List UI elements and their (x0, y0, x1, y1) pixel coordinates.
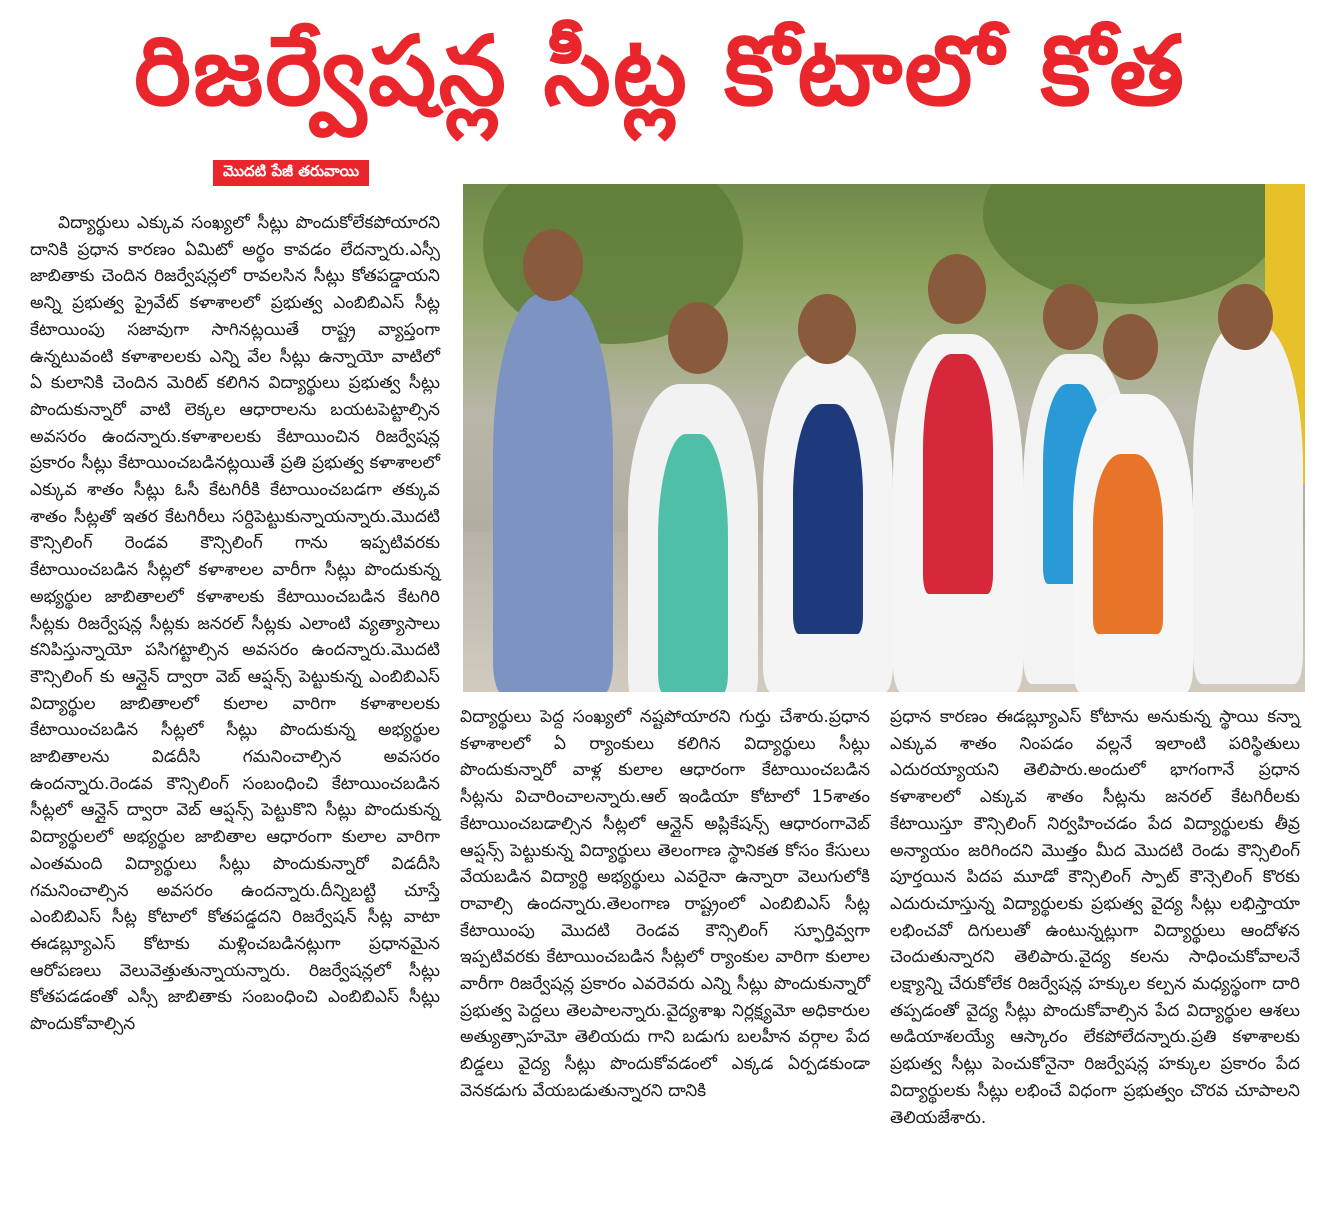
person-blue-dress (793, 404, 863, 634)
person-orange-dress (1093, 454, 1163, 634)
column-3-text: ప్రధాన కారణం ఈడబ్ల్యూఎస్ కోటాను అనుకున్న స్థాయి కన్నా ఎక్కువ శాతం నింపడం వల్లనే ఇలాంటి పరిస్థితులు ఎదురయ్యాయని తెలిపారు.అందులో భాగంగానే ప్రధాన కళాశాలలో ఎక్కువ శాతం సీట్లను జనరల్ కేటగిరీలకు కేటాయిస్తూ కౌన్సిలింగ్ నిర్వహించడం పేద విద్యార్థులకు తీవ్ర అన్యాయం జరిగిందని మొత్తం మీద మొదటి రెండు కౌన్సిలింగ్ పూర్తయిన పిదప మూడో కౌన్సిలింగ్ స్పాట్ కౌన్సెలింగ్ కొరకు ఎదురుచూస్తున్న విద్యార్థులకు ప్రభుత్వ వైద్య సీట్లు లభిస్తాయా లభించవో దిగులుతో ఉంటున్నట్లుగా విద్యార్థులు ఆందోళన చెందుతున్నారని తెలిపారు.వైద్య కలను సాధించుకోవాలనే లక్ష్యాన్ని చేరుకోలేక రిజర్వేషన్ల హక్కుల కల్పన మధ్యస్థంగా దారి తప్పడంతో వైద్య సీట్లు పొందుకోవాల్సిన పేద విద్యార్థుల ఆశలు అడియాశలయ్యే ఆస్కారం లేకపోలేదన్నారు.ప్రతి కళాశాలకు ప్రభుత్వ సీట్లు పెంచుకోనైనా రిజర్వేషన్ల హక్కుల ప్రకారం పేద విద్యార్థులకు సీట్లు లభించే విధంగా ప్రభుత్వం చొరవ చూపాలని తెలియజేశారు. (890, 707, 1300, 1128)
column-1-text: విద్యార్థులు ఎక్కువ సంఖ్యలో సీట్లు పొందుకోలేకపోయారని దానికి ప్రధాన కారణం ఏమిటో అర్థం కావడం లేదన్నారు.ఎస్సీ జాబితాకు చెందిన రిజర్వేషన్లలో రావలసిన సీట్లు కోతపడ్డాయని అన్ని ప్రభుత్వ ప్రైవేట్ కళాశాలలో ప్రభుత్వ ఎంబిబిఎస్ సీట్ల కేటాయింపు సజావుగా సాగినట్లయితే రాష్ట్ర వ్యాప్తంగా ఉన్నటువంటి కళాశాలలకు ఎన్ని వేల సీట్లు ఉన్నాయో వాటిలో ఏ కులానికి చెందిన మెరిట్ కలిగిన విద్యార్థులు ప్రభుత్వ సీట్లు పొందుకున్నారో వాటి లెక్కల ఆధారాలను బయటపెట్టాల్సిన అవసరం ఉందన్నారు.కళాశాలలకు కేటాయించిన రిజర్వేషన్ల ప్రకారం సీట్లు కేటాయించబడినట్లయితే ప్రతి ప్రభుత్వ కళాశాలలో ఎక్కువ శాతం సీట్లు ఓసీ కేటగిరీకి కేటాయించబడగా తక్కువ శాతం సీట్లతో ఇతర కేటగిరీలు సర్దిపెట్టుకున్నాయన్నారు.మొదటి కౌన్సిలింగ్ రెండవ కౌన్సిలింగ్ గాను ఇప్పటివరకు కేటాయించబడిన సీట్లలో కళాశాలల వారీగా సీట్లు పొందుకున్న అభ్యర్థుల జాబితాలలో కళాశాలకు కేటాయించబడిన కేటగిరి సీట్లకు రిజర్వేషన్ల సీట్లకు జనరల్ సీట్లకు ఎలాంటి వ్యత్యాసాలు కనిపిస్తున్నాయో పసిగట్టాల్సిన అవసరం ఉందన్నారు.మొదటి కౌన్సిలింగ్ కు ఆన్లైన్ ద్వారా వెబ్ ఆప్షన్స్ పెట్టుకున్న ఎంబిబిఎస్ విద్యార్థుల జాబితాలలో కులాల వారిగా కళాశాలలకు కేటాయించబడిన సీట్లలో సీట్లు పొందుకున్న అభ్యర్థుల జాబితాలను విడదీసి గమనించాల్సిన అవసరం ఉందన్నారు.రెండవ కౌన్సిలింగ్ సంబంధించి కేటాయించబడిన సీట్లలో ఆన్లైన్ ద్వారా వెబ్ ఆప్షన్స్ పెట్టుకొని సీట్లు పొందుకున్న విద్యార్థులలో అభ్యర్థుల జాబితాల ఆధారంగా కులాల వారిగా ఎంతమంది విద్యార్థులు సీట్లు పొందుకున్నారో విడదీసి గమనించాల్సిన అవసరం ఉందన్నారు.దీన్నిబట్టి చూస్తే ఎంబిబిఎస్ సీట్ల కోటాలో కోతపడ్డదని రిజర్వేషన్ సీట్ల వాటా ఈడబ్ల్యూఎస్ కోటాకు మళ్లించబడినట్లుగా ప్రధానమైన ఆరోపణలు వెలువెత్తుతున్నాయన్నారు. రిజర్వేషన్లలో సీట్లు కోతపడడంతో ఎస్సీ జాబితాకు సంబంధించి ఎంబిబిఎస్ సీట్లు పొందుకోవాల్సిన (30, 213, 440, 1035)
person-man-blue-shirt (493, 294, 613, 692)
person-head (1103, 314, 1158, 380)
headline: రిజర్వేషన్ల సీట్ల కోటాలో కోత (134, 15, 1186, 127)
article-column-3 (890, 704, 1300, 1131)
person-head (798, 294, 856, 364)
person-head (1218, 284, 1273, 350)
article-column-1 (30, 210, 440, 1038)
column-2-text: విద్యార్థులు పెద్ద సంఖ్యలో నష్టపోయారని గుర్తు చేశారు.ప్రధాన కళాశాలలో ఏ ర్యాంకులు కలిగిన విద్యార్థులు సీట్లు పొందుకున్నారో వాళ్ల కులాల ఆధారంగా కేటాయించబడిన సీట్లను విచారించాలన్నారు.ఆల్ ఇండియా కోటాలో 15శాతం కేటాయించబడాల్సిన సీట్లలో ఆన్లైన్ అప్లికేషన్స్ ఆధారంగావెబ్ ఆప్షన్స్ పెట్టుకున్న విద్యార్థులు తెలంగాణ స్థానికత కోసం కేసులు వేయబడిన విద్యార్థి అభ్యర్థులు ఎవరైనా ఉన్నారా వెలుగులోకి రావాల్సి ఉందన్నారు.తెలంగాణ రాష్ట్రంలో ఎంబిబిఎస్ సీట్ల కేటాయింపు మొదటి రెండవ కౌన్సిలింగ్ స్ఫూర్తివ్వగా ఇప్పటివరకు కేటాయించబడిన సీట్లలో ర్యాంకుల వారిగా కులాల వారీగా రిజర్వేషన్ల ప్రకారం ఎవరెవరు ఎన్ని సీట్లు పొందుకున్నారో ప్రభుత్వ పెద్దలు తెలపాలన్నారు.వైద్యశాఖ నిర్లక్ష్యమో అధికారుల అత్యుత్సాహమో తెలియదు గాని బడుగు బలహీన వర్గాల పేద బిడ్డలు వైద్య సీట్లు పొందుకోవడంలో ఎక్కడ ఏర్పడకుండా వెనకడుగు వేయబడుతున్నారని దానికి (460, 707, 870, 1101)
person-head (1043, 284, 1098, 350)
continued-tag: మొదటి పేజీ తరువాయి (213, 160, 369, 186)
person-head (523, 229, 583, 301)
article-column-2 (460, 704, 870, 1105)
person-head (668, 302, 728, 374)
person-teal-dress (658, 434, 728, 692)
person-coat-6 (1193, 324, 1303, 684)
person-red-dress (923, 354, 993, 594)
news-photo (463, 184, 1305, 692)
person-head (928, 254, 986, 324)
